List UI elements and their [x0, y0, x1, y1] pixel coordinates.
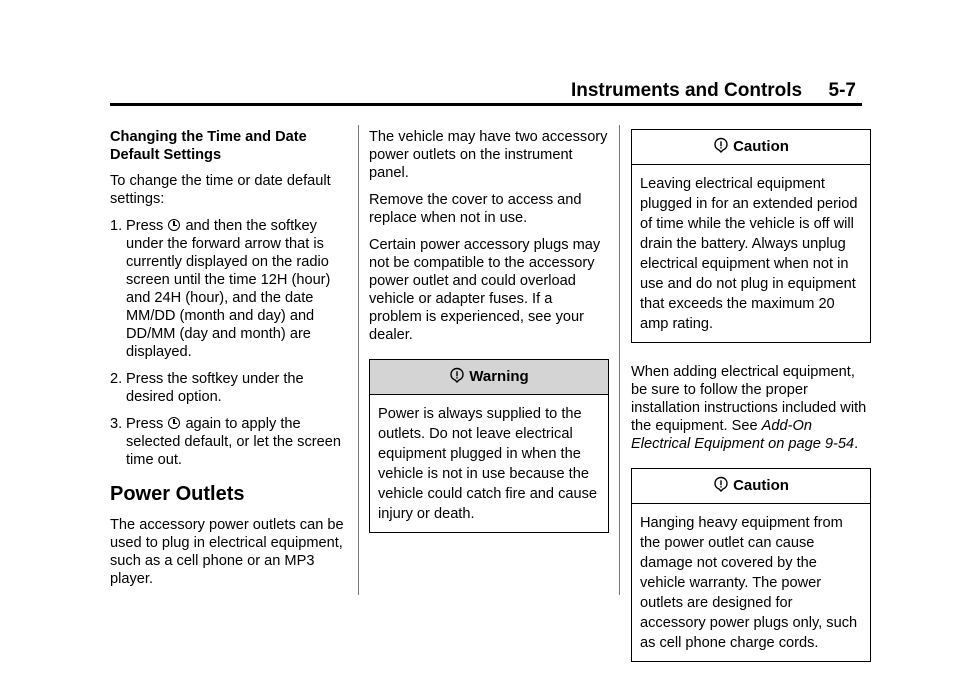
step-text-before: Press: [126, 416, 164, 432]
caution-header: [632, 130, 870, 165]
subheading: Changing the Time and Date Default Settings: [110, 129, 307, 163]
column-2: [369, 128, 609, 547]
column-1: [110, 128, 350, 597]
step-text: Press the softkey under the desired option.: [126, 371, 304, 405]
warning-box: [369, 359, 609, 533]
paragraph: Certain power accessory plugs may not be compatible to the accessory power outlet and could overload vehicle or adapter fuses. If a problem is experienced, see your dealer.: [369, 237, 601, 343]
caution-header: [632, 469, 870, 504]
caution-box: [631, 129, 871, 343]
alert-icon: [449, 367, 465, 383]
step-3: [110, 415, 350, 469]
step-text-after: again to apply the selected default, or let the screen time out.: [126, 416, 341, 468]
alert-icon: [713, 476, 729, 492]
caution-box: [631, 468, 871, 662]
page-number: 5-7: [828, 80, 856, 101]
caution-title: Caution: [733, 138, 789, 155]
warning-header: [370, 360, 608, 395]
caution-body: Hanging heavy equipment from the power outlet can cause damage not covered by the vehicle warranty. The power outlets are designed for accessory power plugs only, such as cell phone charge cords.: [640, 515, 858, 651]
alert-icon: [713, 137, 729, 153]
caution-body: Leaving electrical equipment plugged in for an extended period of time while the vehicle is off will drain the battery. Always unplug electrical equipment when not in use and do not plug in equipment that exceeds the maximum 20 amp rating.: [640, 176, 858, 332]
section-title: Instruments and Controls: [570, 80, 803, 101]
cross-reference-link[interactable]: Add-On Electrical Equipment on page 9-54: [631, 418, 855, 452]
step-text-after: and then the softkey under the forward arrow that is currently displayed on the radio screen until the time 12H (hour) and 24H (hour), and the date MM/DD (month and day) and DD/MM (day and month) are displayed.: [126, 218, 331, 360]
paragraph: Remove the cover to access and replace when not in use.: [369, 192, 582, 226]
step-1: [110, 217, 350, 361]
clock-icon: [168, 219, 180, 231]
step-number: 2.: [110, 371, 123, 387]
page-header: [571, 80, 856, 102]
step-2: [110, 370, 350, 406]
step-number: 1.: [110, 218, 123, 234]
paragraph-text: When adding electrical equipment, be sure to follow the proper installation instructions included with the equipment. See: [631, 364, 867, 434]
column-3: [631, 129, 871, 676]
column-divider: [619, 125, 620, 595]
section-paragraph: The accessory power outlets can be used to plug in electrical equipment, such as a cell phone or an MP3 player.: [110, 517, 344, 587]
warning-body: Power is always supplied to the outlets. Do not leave electrical equipment plugged in when the vehicle is not in use because the vehicle could catch fire and cause injury or death.: [378, 406, 598, 522]
step-number: 3.: [110, 416, 123, 432]
intro-paragraph: To change the time or date default settings:: [110, 173, 331, 207]
clock-icon: [168, 417, 180, 429]
paragraph: [631, 363, 871, 453]
paragraph: The vehicle may have two accessory power outlets on the instrument panel.: [369, 129, 608, 181]
caution-title: Caution: [733, 477, 789, 494]
paragraph-end: .: [854, 436, 859, 452]
header-rule: [110, 103, 862, 106]
column-divider: [358, 125, 359, 595]
step-text-before: Press: [126, 218, 164, 234]
section-heading: Power Outlets: [110, 483, 245, 505]
warning-title: Warning: [469, 368, 529, 385]
